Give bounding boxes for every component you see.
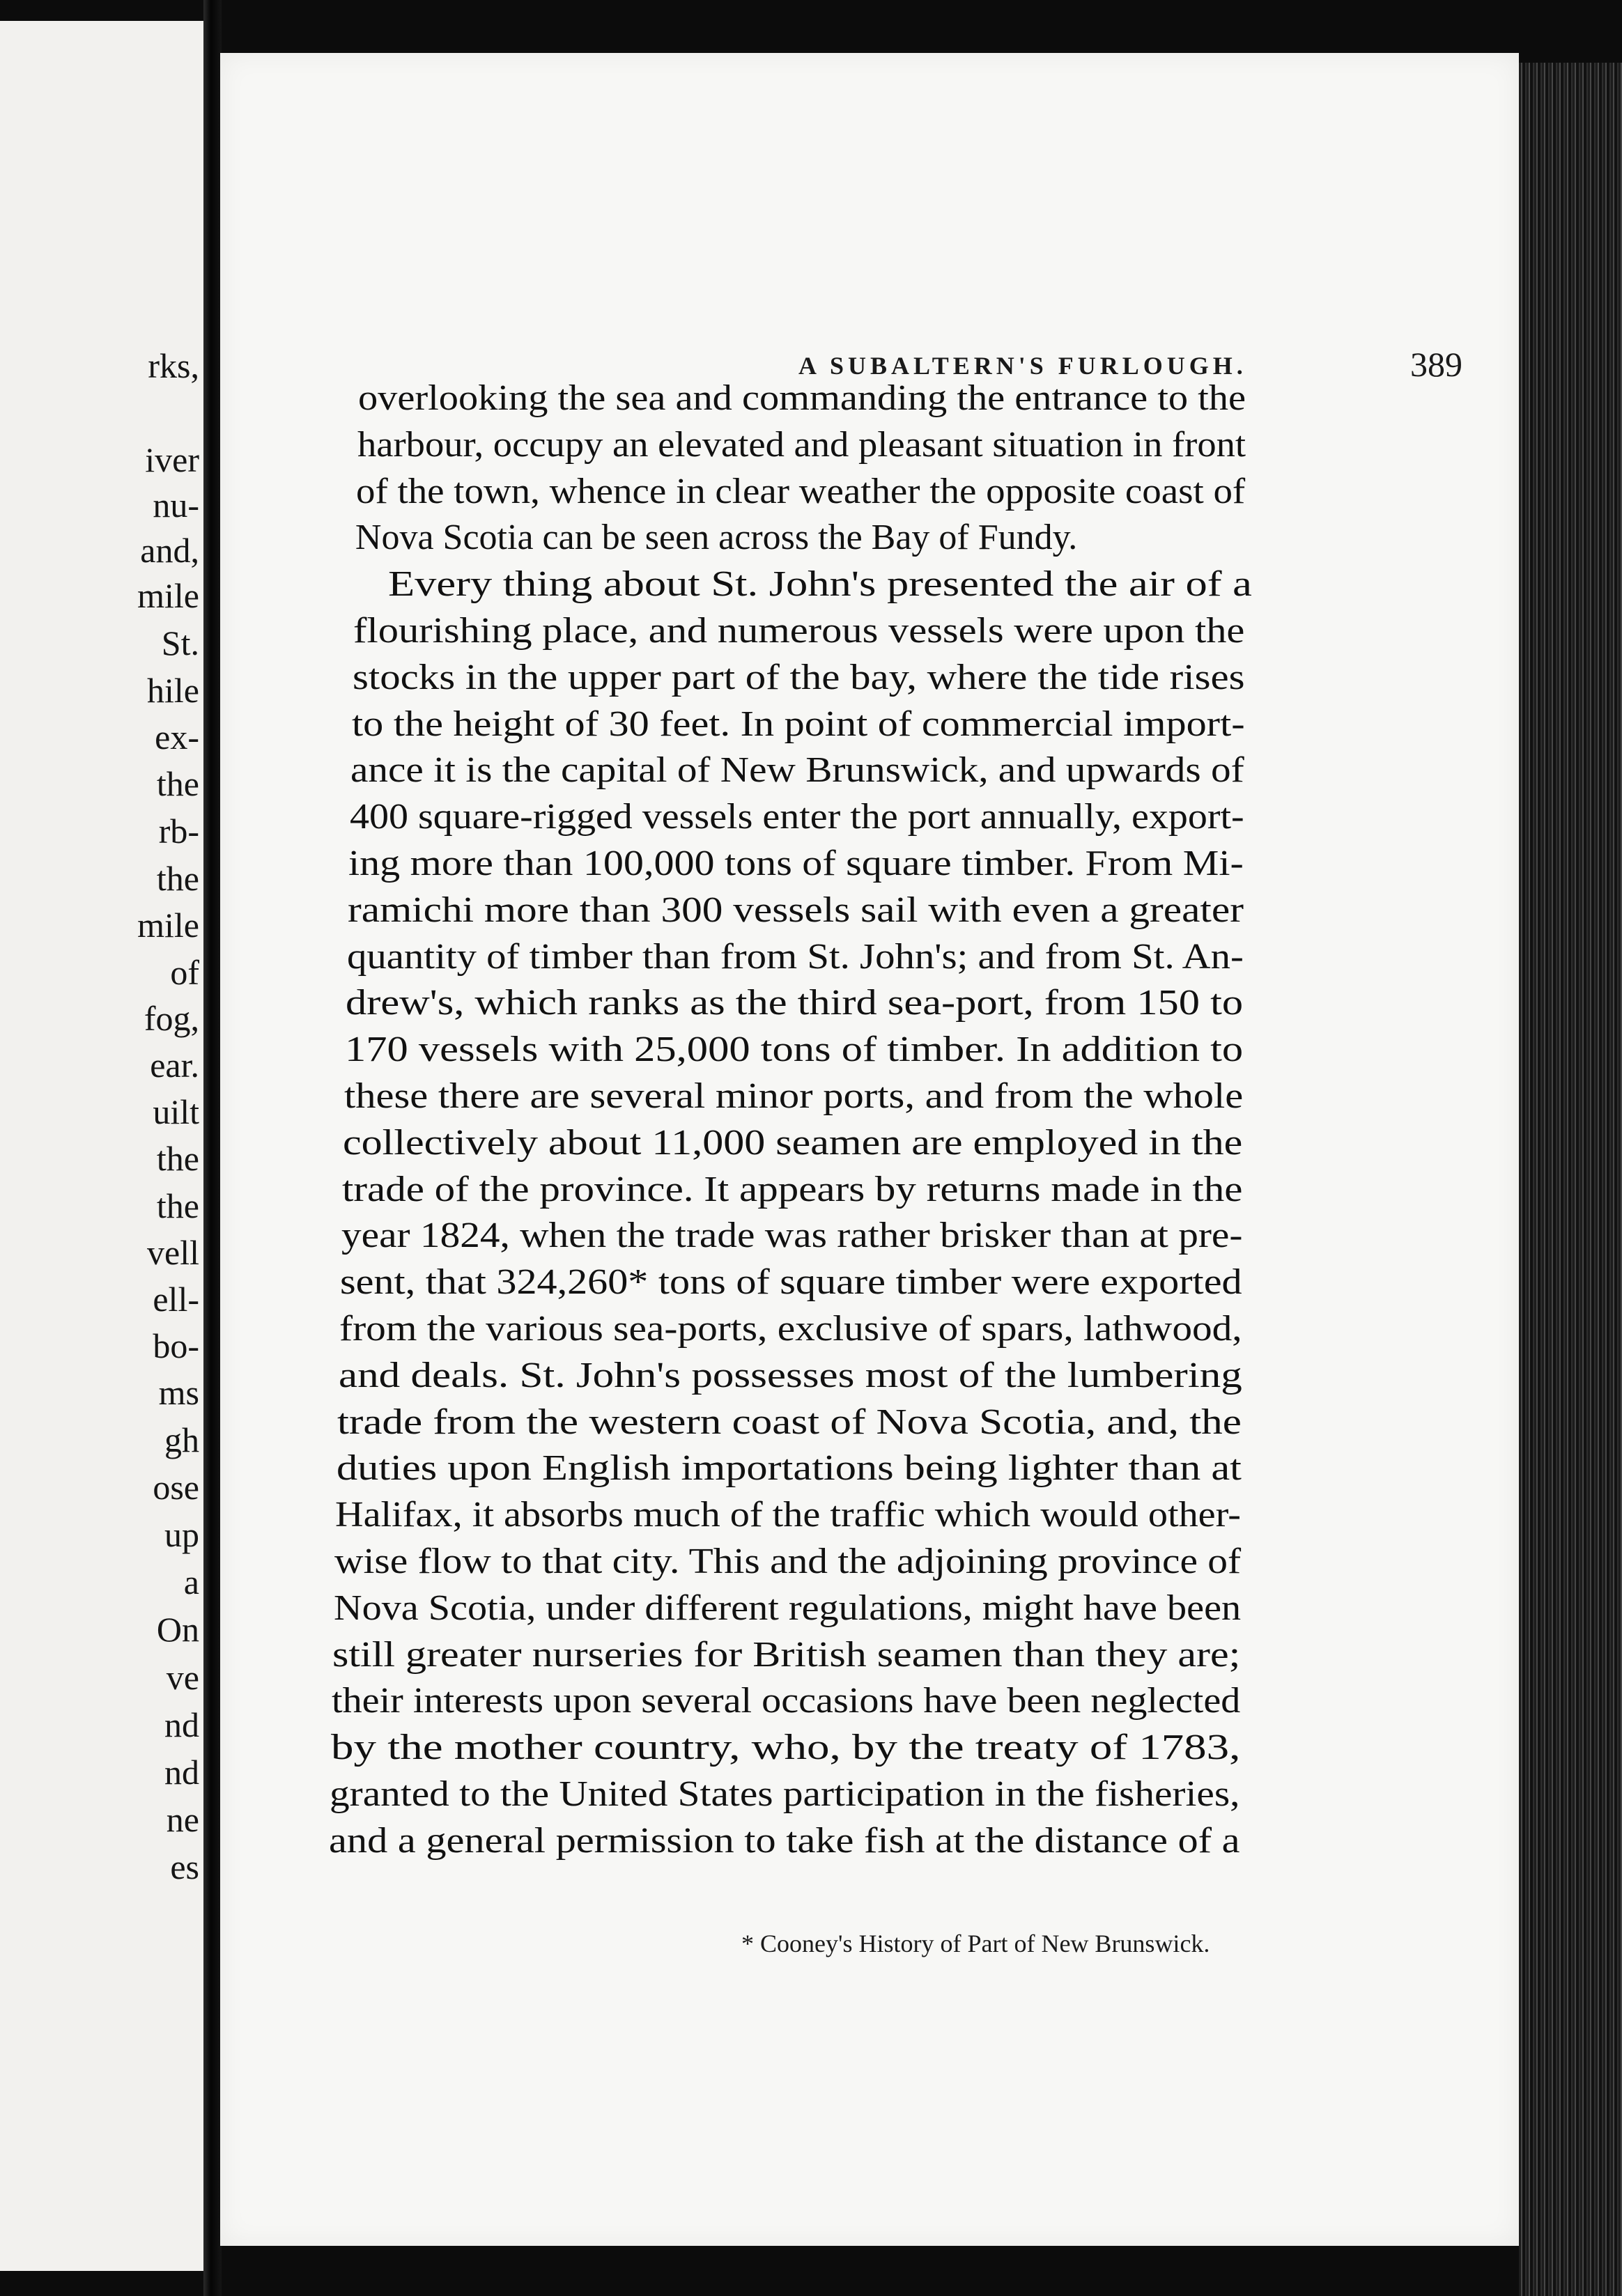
previous-page-line: rks, (148, 346, 199, 385)
page-number: 389 (1410, 345, 1462, 384)
previous-page-line: rb- (158, 812, 199, 851)
previous-page-line: nd (164, 1753, 199, 1792)
previous-page-line: ell- (153, 1280, 199, 1319)
previous-page-line: ex- (155, 718, 199, 757)
previous-page-line: the (156, 1139, 199, 1178)
previous-page-fragment (0, 21, 203, 2271)
previous-page-line: nd (164, 1705, 199, 1744)
text-line: overlooking the sea and commanding the entrance to the (358, 378, 1246, 418)
book-page (220, 53, 1519, 2246)
text-line: 170 vessels with 25,000 tons of timber. In addition to (345, 1030, 1244, 1070)
previous-page-line: mile (137, 576, 199, 615)
text-line: year 1824, when the trade was rather brisker than at pre- (341, 1216, 1243, 1256)
previous-page-line: ms (158, 1373, 199, 1412)
previous-page-line: St. (161, 623, 199, 662)
previous-page-line: of (170, 953, 199, 992)
text-line: and deals. St. John's possesses most of the lumbering (338, 1355, 1242, 1395)
previous-page-line: On (156, 1610, 199, 1649)
text-line: Nova Scotia can be seen across the Bay of Fundy. (355, 518, 1078, 558)
previous-page-line: ne (166, 1800, 199, 1839)
text-line: sent, that 324,260* tons of square timber were exported (340, 1262, 1242, 1303)
text-line: by the mother country, who, by the treaty of 1783, (330, 1728, 1241, 1768)
previous-page-line: the (156, 1186, 199, 1225)
previous-page-line: up (164, 1515, 199, 1554)
text-line: stocks in the upper part of the bay, where the tide rises (352, 657, 1245, 697)
text-line: duties upon English importations being lighter than at (336, 1448, 1242, 1489)
text-line: still greater nurseries for British seamen than they are; (332, 1634, 1241, 1675)
text-line: Halifax, it absorbs much of the traffic which would other- (335, 1495, 1242, 1535)
previous-page-line: mile (137, 906, 199, 945)
running-head: A SUBALTERN'S FURLOUGH. (798, 352, 1247, 380)
text-line: ing more than 100,000 tons of square timber. From Mi- (348, 844, 1244, 883)
text-line: harbour, occupy an elevated and pleasant situation in front (357, 424, 1246, 465)
text-line: their interests upon several occasions have been neglected (332, 1681, 1241, 1721)
previous-page-line: the (156, 764, 199, 803)
text-line: of the town, whence in clear weather the opposite coast of (356, 471, 1246, 511)
text-line: Every thing about St. John's presented the air of a (387, 564, 1252, 605)
text-line: flourishing place, and numerous vessels were upon the (353, 611, 1245, 651)
previous-page-line: and, (140, 531, 199, 570)
text-line: and a general permission to take fish at the distance of a (329, 1820, 1240, 1861)
text-line: ance it is the capital of New Brunswick, and upwards of (350, 750, 1244, 791)
page-block-edges (1519, 63, 1622, 2296)
previous-page-line: ear. (150, 1046, 199, 1085)
text-line: Nova Scotia, under different regulations, might have been (333, 1588, 1241, 1628)
previous-page-line: a (183, 1562, 199, 1601)
text-line: these there are several minor ports, and from the whole (343, 1076, 1243, 1116)
previous-page-line: iver (145, 440, 199, 479)
previous-page-line: bo- (153, 1326, 199, 1365)
previous-page-line: nu- (153, 486, 199, 525)
previous-page-line: gh (164, 1420, 199, 1459)
footnote: * Cooney's History of Part of New Brunswick. (741, 1930, 1210, 1957)
text-line: ramichi more than 300 vessels sail with even a greater (348, 890, 1244, 930)
previous-page-line: hile (147, 671, 199, 710)
text-line: to the height of 30 feet. In point of commercial import- (351, 704, 1245, 744)
text-line: from the various sea-ports, exclusive of spars, lathwood, (339, 1309, 1242, 1349)
text-line: collectively about 11,000 seamen are employed in the (343, 1122, 1243, 1163)
book-gutter-shadow (203, 0, 222, 2296)
previous-page-line: vell (147, 1233, 199, 1272)
text-line: granted to the United States participation in the fisheries, (330, 1774, 1240, 1814)
previous-page-line: ve (166, 1658, 199, 1697)
previous-page-line: fog, (144, 999, 199, 1038)
previous-page-line: uilt (153, 1092, 199, 1131)
text-line: quantity of timber than from St. John's; and from St. An- (346, 936, 1244, 977)
previous-page-line: es (170, 1847, 199, 1886)
previous-page-line: the (156, 859, 199, 898)
previous-page-line: ose (153, 1468, 199, 1507)
text-line: 400 square-rigged vessels enter the port annually, export- (349, 797, 1244, 837)
text-line: wise flow to that city. This and the adjoining province of (334, 1542, 1242, 1581)
text-line: trade from the western coast of Nova Scotia, and, the (337, 1402, 1242, 1442)
text-line: drew's, which ranks as the third sea-port, from 150 to (346, 983, 1244, 1023)
text-line: trade of the province. It appears by returns made in the (341, 1169, 1243, 1209)
